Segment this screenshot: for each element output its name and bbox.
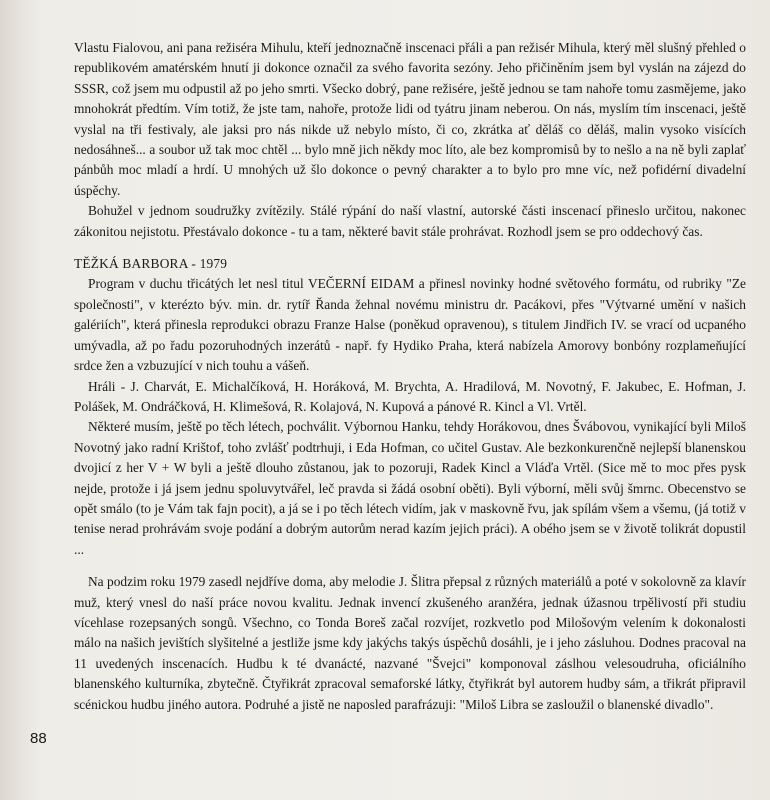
paragraph-5: Některé musím, ještě po těch létech, pochválit. Výbornou Hanku, tehdy Horákovou, dnes Švábovou, vynikající byli Miloš Novotný jako radní Krištof, toho zvlášť podtrhuji, i Eda Hofman, co učitel Gustav. Ale bezkonkurenčně nejlepší blanenskou dvojicí z her V + W byli a ještě dlouho zůstanou, jak to pozoruji, Radek Kincl a Vláďa Vrtěl. (Sice mě to moc přes pysk nejde, protože i já jsem jednu spoluvytvářel, leč pravda si žádá osobní oběti). Byli výborní, měli svůj šmrnc. Obecenstvo se opět smálo (to je Vám tak fajn pocit), a já se i po těch létech vidím, jak v maskovně řvu, jak spílám všem a všemu, (já totiž v tenise nerad prohrávám svoje podání a dobrým autorům nerad kazím jejich práci). A obého jsem se v životě tolikrát dopustil ... [74,419,746,557]
paragraph-1: Vlastu Fialovou, ani pana režiséra Mihulu, kteří jednoznačně inscenaci přáli a pan režisér Mihula, který měl slušný přehled o republikovém amatérském hnutí ji dokonce označil za svého favorita sezóny. Jeho přičiněním jsem byl vyslán na zájezd do SSSR, což jsem mu odpustil až po jeho smrti. Všecko dobrý, pane režisére, ještě jednou se tam nahoře tomu zasmějeme, jako mnohokrát předtím. Vím totiž, že jste tam, nahoře, protože lidi od tyátru jinam neberou. On nás, myslím tím inscenaci, ještě vyslal na tři festivaly, ale jaksi pro nás nikde už nebylo místo, či co, zkrátka ať děláš co děláš, malin vysoko visících nedosáhneš... a soubor už tak moc chtěl ... bylo mně jich někdy moc líto, ale bez kompromisů by to nešlo a na ně byli zaplať pánbůh moc mladí a hrdí. U mnohých už šlo dokonce o pevný charakter a to bylo pro mne víc, než pofidérní divadelní úspěchy. [74,40,746,198]
paragraph-2: Bohužel v jednom soudružky zvítězily. Stálé rýpání do naší vlastní, autorské části inscenací přineslo určitou, nakonec zákonitou nejistotu. Přestávalo dokonce - tu a tam, některé bavit stále prohrávat. Rozhodl jsem se pro oddechový čas. [74,203,746,239]
page-text [74,38,746,715]
section-heading: TĚŽKÁ BARBORA - 1979 [74,256,228,272]
page-number: 88 [30,730,47,747]
paragraph-6: Na podzim roku 1979 zasedl nejdříve doma, aby melodie J. Šlitra přepsal z různých materiálů a poté v sokolovně za klavír muž, který vnesl do naší práce novou kvalitu. Jednak invencí zkušeného aranžéra, jednak úžasnou trpělivostí při studiu vícehlase rozepsaných songů. Všechno, co Tonda Boreš začal rozvíjet, rozkvetlo pod Milošovým velením k dokonalosti málo na našich jevištích slyšitelné a jestliže jsme kdy jakýchs takýs úspěchů dosáhli, je i jeho zásluhou. Dodnes pracoval na 11 uvedených inscenacích. Hudbu k té dvanácté, nazvané "Švejci" komponoval záslhou velesoudruha, oficiálního blanenského kulturníka, zbytečně. Čtyřikrát zpracoval semaforské látky, čtyřikrát byl autorem hudby sám, a třikrát připravil scénickou hudbu jiného autora. Podruhé a jistě ne naposled parafrázuji: "Miloš Libra se zasloužil o blanenské divadlo". [74,574,746,712]
paragraph-4: Hráli - J. Charvát, E. Michalčíková, H. Horáková, M. Brychta, A. Hradilová, M. Novotný, F. Jakubec, E. Hofman, J. Polášek, M. Ondráčková, H. Klimešová, R. Kolajová, N. Kupová a pánové R. Kincl a Vl. Vrtěl. [74,378,746,414]
paragraph-3: Program v duchu třicátých let nesl titul VEČERNÍ EIDAM a přinesl novinky hodné světového formátu, od rubriky "Ze společnosti", v kterézto býv. min. dr. rytíř Řanda žehnal novému ministru dr. Pacákovi, přes "Výtvarné umění v našich galériích", která přinesla reprodukci obrazu Franze Halse (poněkud opravenou), s titulem Jindřich IV. se vrací od ucpaného umývadla, až po řadu pozoruhodných inzerátů - např. fy Hydiko Praha, která nabízela Amorovy bonbóny rozplameňující srdce žen a vzbuzující v nich touhu a vášeň. [74,276,746,374]
